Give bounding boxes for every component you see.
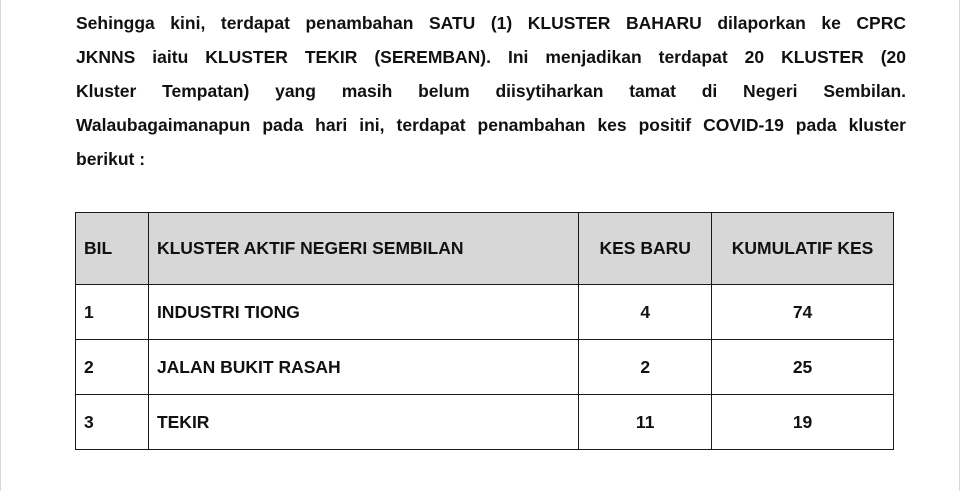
cell-cluster-name: INDUSTRI TIONG <box>148 285 578 340</box>
cell-bil: 1 <box>76 285 149 340</box>
paragraph-line: berikut : <box>76 149 146 169</box>
cell-bil: 3 <box>76 395 149 450</box>
paragraph-line: JKNNS iaitu KLUSTER TEKIR (SEREMBAN). Ini menjadikan terdapat 20 KLUSTER (20 <box>76 47 906 67</box>
paragraph-line: Walaubagaimanapun pada hari ini, terdapat penambahan kes positif COVID-19 pada kluster <box>76 115 906 135</box>
cell-cluster-name: TEKIR <box>148 395 578 450</box>
table-header <box>76 213 894 285</box>
cell-new-cases: 2 <box>579 340 712 395</box>
table-row <box>76 395 894 450</box>
announcement-paragraph <box>76 6 906 176</box>
table-body <box>76 285 894 450</box>
cell-bil: 2 <box>76 340 149 395</box>
paragraph-line: Sehingga kini, terdapat penambahan SATU (1) KLUSTER BAHARU dilaporkan ke CPRC <box>76 13 906 33</box>
header-cluster-name: KLUSTER AKTIF NEGERI SEMBILAN <box>148 213 578 285</box>
table-row <box>76 285 894 340</box>
paragraph-line: Kluster Tempatan) yang masih belum diisytiharkan tamat di Negeri Sembilan. <box>76 81 906 101</box>
header-new-cases: KES BARU <box>579 213 712 285</box>
cell-new-cases: 4 <box>579 285 712 340</box>
cell-cluster-name: JALAN BUKIT RASAH <box>148 340 578 395</box>
cell-cumulative-cases: 74 <box>712 285 894 340</box>
cell-cumulative-cases: 25 <box>712 340 894 395</box>
cell-cumulative-cases: 19 <box>712 395 894 450</box>
cell-new-cases: 11 <box>579 395 712 450</box>
cluster-table <box>75 212 894 450</box>
header-bil: BIL <box>76 213 149 285</box>
table-row <box>76 340 894 395</box>
header-cumulative-cases: KUMULATIF KES <box>712 213 894 285</box>
header-row <box>76 213 894 285</box>
